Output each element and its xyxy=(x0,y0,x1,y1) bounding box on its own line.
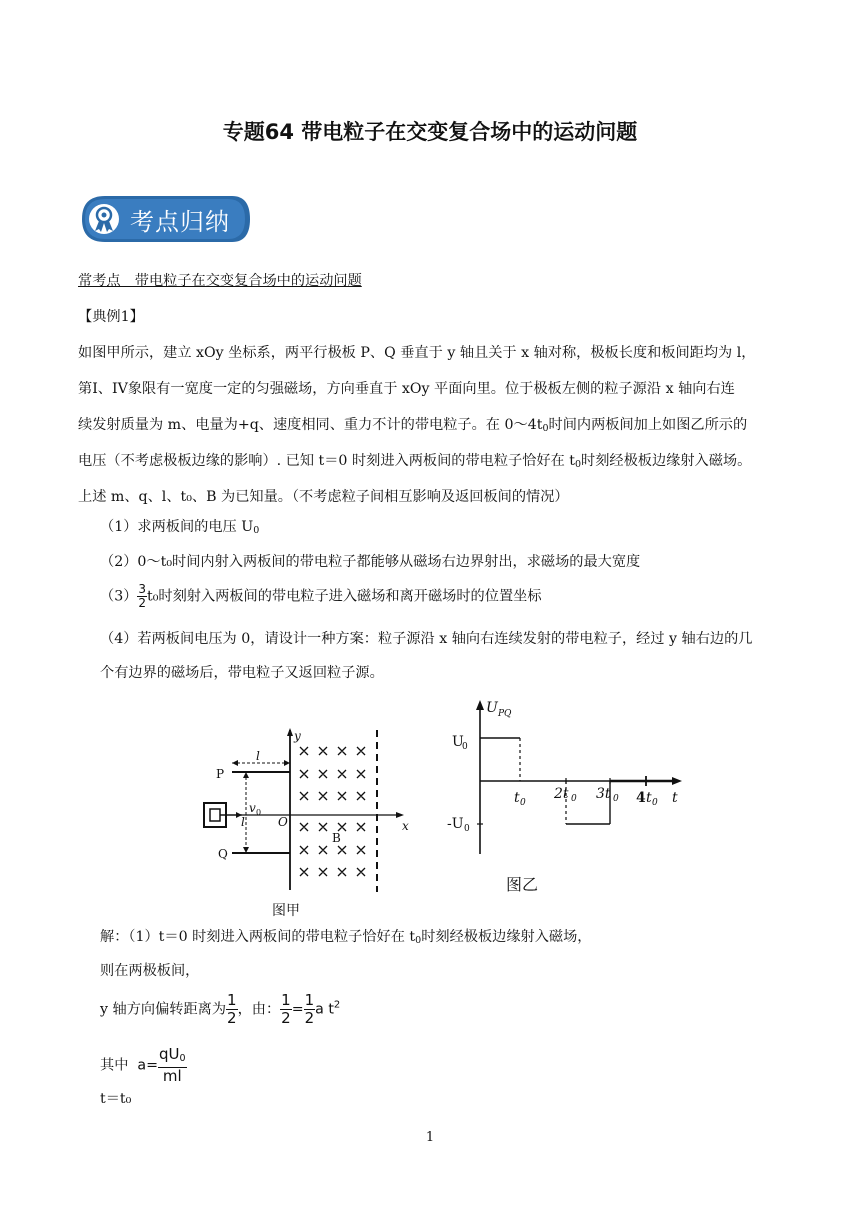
fraction-half-2: $\frac{1}{2}$ xyxy=(281,991,291,1027)
problem-line-4: 电压（不考虑极板边缘的影响）. 已知 t＝0 时刻进入两板间的带电粒子恰好在 $t_0$时刻经极板边缘射入磁场。 xyxy=(78,453,752,470)
label-u-axis-sub: PQ xyxy=(498,709,512,719)
figure-yi-caption: 图乙 xyxy=(506,875,539,894)
label-p: P xyxy=(216,767,225,781)
solution-line-4: 其中 a= $\frac{qU_0}{ml}$ xyxy=(100,1045,186,1085)
section-heading: 常考点 带电粒子在交变复合场中的运动问题 xyxy=(78,273,362,289)
label-l-top: l xyxy=(256,749,260,763)
label-3t0: 3t xyxy=(596,786,611,802)
label-v: v xyxy=(249,801,256,815)
label-b: B xyxy=(332,831,341,845)
label-l-side: l xyxy=(241,815,245,829)
solution-line-1: 解：（1）t＝0 时刻进入两板间的带电粒子恰好在 $t_0$时刻经极板边缘射入磁场， xyxy=(100,929,592,946)
fraction-three-halves: $\frac{3}{2}$ xyxy=(138,582,147,610)
figure-yi xyxy=(444,694,694,870)
question-2: （2）0～t₀时间内射入两板间的带电粒子都能够从磁场右边界射出，求磁场的最大宽度 xyxy=(100,554,641,570)
solution-line-5: t＝t₀ xyxy=(100,1091,132,1107)
label-2t0-sub: 0 xyxy=(571,794,577,804)
fraction-half-3: $\frac{1}{2}$ xyxy=(304,991,315,1027)
label-4t0-num: 4 xyxy=(636,790,646,806)
label-4t0: t xyxy=(646,790,652,806)
solution-line-2: 则在两极板间， xyxy=(100,963,200,979)
question-3: （3） $\frac{3}{2}$ t₀时刻射入两板间的带电粒子进入磁场和离开磁场时的位置坐标 xyxy=(100,582,542,610)
question-4-line-2: 个有边界的磁场后，带电粒子又返回粒子源。 xyxy=(100,665,384,681)
page-number: 1 xyxy=(425,1130,435,1145)
label-t: t xyxy=(672,790,678,806)
magnetic-field-crosses xyxy=(300,747,365,876)
problem-line-5: 上述 m、q、l、t₀、B 为已知量。（不考虑粒子间相互影响及返回板间的情况） xyxy=(78,489,569,505)
badge-label: 考点归纳 xyxy=(130,208,230,236)
label-neg-u0: -U xyxy=(447,816,464,832)
question-4-line-1: （4）若两板间电压为 0，请设计一种方案：粒子源沿 x 轴向右连续发射的带电粒子，经过 y 轴右边的几 xyxy=(100,631,753,647)
fraction-a: $\frac{qU_0}{ml}$ xyxy=(159,1045,186,1085)
problem-line-3: 续发射质量为 m、电量为+q、速度相同、重力不计的带电粒子。在 $0\sim 4t_0$时间内两板间加上如图乙所示的 xyxy=(78,417,748,434)
problem-line-2: 第I、IV象限有一宽度一定的匀强磁场，方向垂直于 xOy 平面向里。位于极板左侧的粒子源沿 x 轴向右连 xyxy=(78,381,735,397)
section-badge xyxy=(82,196,250,242)
particle-source-icon xyxy=(204,803,242,827)
label-y: y xyxy=(294,729,301,743)
label-2t0: 2t xyxy=(554,786,569,802)
figure-jia xyxy=(196,720,426,920)
label-v-sub: 0 xyxy=(256,808,262,817)
solution-line-3: y 轴方向偏转距离为 $\frac{1}{2}$ ，由： $\frac{1}{2}$ = $\frac{1}{2}$ a $t^2$ xyxy=(100,991,341,1027)
page-title: 专题64 带电粒子在交变复合场中的运动问题 xyxy=(222,120,638,144)
label-o: O xyxy=(278,815,288,829)
award-ribbon-icon xyxy=(89,204,119,234)
label-t0-sub: 0 xyxy=(520,798,526,808)
label-q: Q xyxy=(218,847,228,861)
label-x: x xyxy=(402,819,409,833)
fraction-half-1: $\frac{1}{2}$ xyxy=(227,991,237,1027)
label-t0: t xyxy=(514,790,520,806)
label-3t0-sub: 0 xyxy=(613,794,619,804)
label-neg-u0-sub: 0 xyxy=(464,824,470,834)
label-4t0-sub: 0 xyxy=(652,798,658,808)
question-1: （1）求两板间的电压 $U_0$ xyxy=(100,519,260,536)
label-u-axis: U xyxy=(486,700,498,716)
label-u0: U xyxy=(452,734,464,750)
problem-line-1: 如图甲所示，建立 xOy 坐标系，两平行极板 P、Q 垂直于 y 轴且关于 x 轴对称，极板长度和板间距均为 l， xyxy=(78,345,756,361)
figure-jia-caption: 图甲 xyxy=(272,903,300,919)
example-tag: 【典例1】 xyxy=(78,309,144,325)
label-u0-sub: 0 xyxy=(462,742,468,752)
